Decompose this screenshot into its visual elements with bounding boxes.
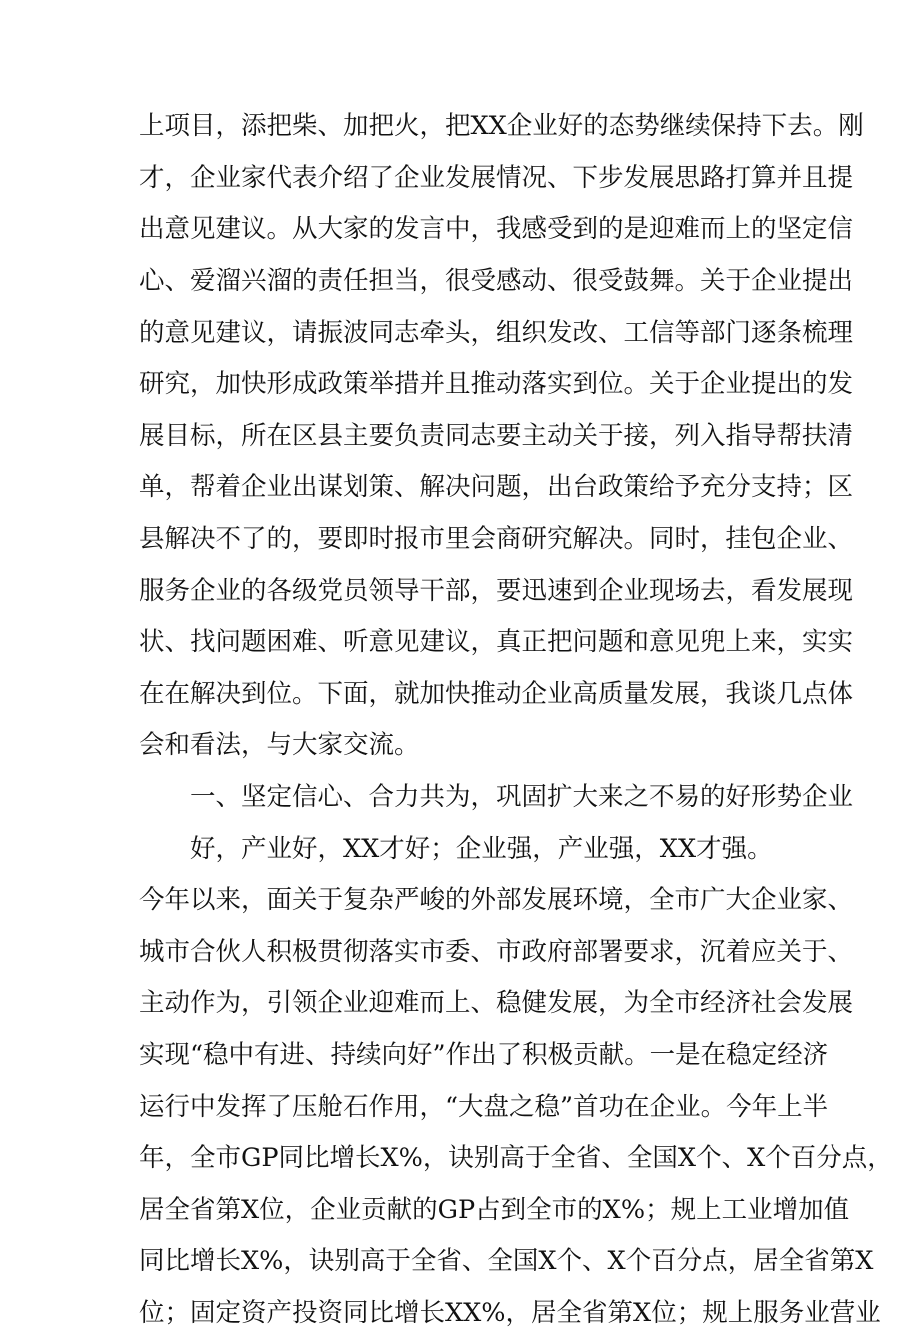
text-line: 实现“稳中有进、持续向好”作出了积极贡献。一是在稳定经济 xyxy=(139,1040,829,1070)
text-line: 在在解决到位。下面，就加快推动企业高质量发展，我谈几点体 xyxy=(139,679,854,709)
text-line: 居全省第X位，企业贡献的GP占到全市的X%；规上工业增加值 xyxy=(139,1195,850,1225)
text-line: 心、爱溜兴溜的责任担当，很受感动、很受鼓舞。关于企业提出 xyxy=(139,266,854,296)
text-line: 出意见建议。从大家的发言中，我感受到的是迎难而上的坚定信 xyxy=(139,214,854,244)
text-line: 展目标，所在区县主要负责同志要主动关于接，列入指导帮扶清 xyxy=(139,421,854,451)
section-heading: 一、坚定信心、合力共为，巩固扩大来之不易的好形势企业 xyxy=(190,782,854,812)
text-line: 才，企业家代表介绍了企业发展情况、下步发展思路打算并且提 xyxy=(139,163,854,193)
text-line: 城市合伙人积极贯彻落实市委、市政府部署要求，沉着应关于、 xyxy=(139,937,854,967)
text-line: 位；固定资产投资同比增长XX%，居全省第X位；规上服务业营业 xyxy=(139,1298,881,1328)
text-line: 今年以来，面关于复杂严峻的外部发展环境，全市广大企业家、 xyxy=(139,885,854,915)
text-line: 运行中发挥了压舱石作用，“大盘之稳”首功在企业。今年上半 xyxy=(139,1092,829,1122)
text-line: 服务企业的各级党员领导干部，要迅速到企业现场去，看发展现 xyxy=(139,576,854,606)
text-line: 单，帮着企业出谋划策、解决问题，出台政策给予充分支持；区 xyxy=(139,472,854,502)
text-line: 年，全市GP同比增长X%，诀别高于全省、全国X个、X个百分点， xyxy=(139,1143,893,1173)
text-line: 上项目，添把柴、加把火，把XX企业好的态势继续保持下去。刚 xyxy=(139,111,864,141)
text-line: 会和看法，与大家交流。 xyxy=(139,730,420,760)
text-line: 研究，加快形成政策举措并且推动落实到位。关于企业提出的发 xyxy=(139,369,854,399)
section-heading-continued: 好，产业好，XX才好；企业强，产业强，XX才强。 xyxy=(190,834,773,864)
text-line: 县解决不了的，要即时报市里会商研究解决。同时，挂包企业、 xyxy=(139,524,854,554)
text-line: 的意见建议，请振波同志牵头，组织发改、工信等部门逐条梳理 xyxy=(139,318,854,348)
text-line: 状、找问题困难、听意见建议，真正把问题和意见兜上来，实实 xyxy=(139,627,854,657)
text-line: 同比增长X%，诀别高于全省、全国X个、X个百分点，居全省第X xyxy=(139,1246,874,1276)
text-line: 主动作为，引领企业迎难而上、稳健发展，为全市经济社会发展 xyxy=(139,988,854,1018)
